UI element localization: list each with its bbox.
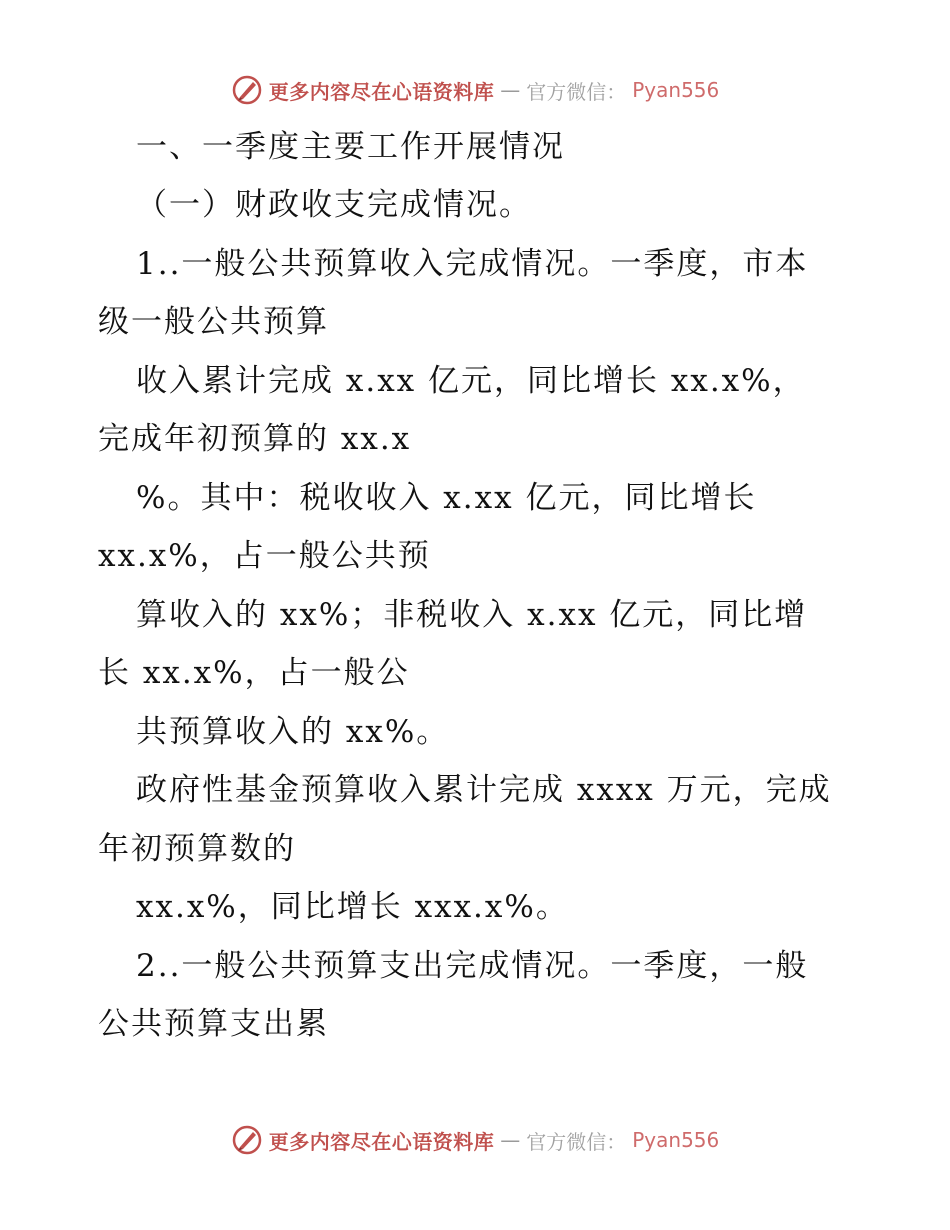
- watermark-main-text: 更多内容尽在心语资料库: [268, 79, 495, 104]
- paragraph-line: %。其中：税收收入 x.xx 亿元，同比增长: [136, 480, 757, 516]
- quill-pen-logo-icon: [231, 74, 263, 106]
- paragraph-line: 长 xx.x%，占一般公: [98, 655, 410, 691]
- paragraph-line: xx.x%，同比增长 xxx.x%。: [136, 889, 569, 925]
- watermark-sub-text: 官方微信：: [526, 79, 627, 104]
- watermark-main-text: 更多内容尽在心语资料库: [268, 1129, 495, 1154]
- watermark-wechat-id: Pyan556: [632, 1128, 720, 1152]
- subsection-heading: （一）财政收支完成情况。: [136, 187, 532, 223]
- section-heading: 一、一季度主要工作开展情况: [136, 129, 565, 165]
- paragraph-line: 公共预算支出累: [98, 1006, 329, 1042]
- paragraph-line: xx.x%，占一般公共预: [98, 538, 431, 574]
- paragraph-line: 级一般公共预算: [98, 304, 329, 340]
- footer-watermark: [0, 1120, 950, 1160]
- watermark-sub-text: 官方微信：: [526, 1129, 627, 1154]
- paragraph-line: 共预算收入的 xx%。: [136, 714, 450, 750]
- paragraph-line: 收入累计完成 x.xx 亿元，同比增长 xx.x%，: [136, 363, 806, 399]
- paragraph-line: 2..一般公共预算支出完成情况。一季度，一般: [136, 948, 809, 984]
- header-watermark: [0, 70, 950, 110]
- paragraph-line: 年初预算数的: [98, 831, 296, 867]
- quill-pen-logo-icon: [231, 1124, 263, 1156]
- paragraph-line: 算收入的 xx%；非税收入 x.xx 亿元，同比增: [136, 597, 808, 633]
- paragraph-line: 1..一般公共预算收入完成情况。一季度，市本: [136, 246, 809, 282]
- watermark-separator: —: [500, 1128, 521, 1152]
- watermark-separator: —: [500, 78, 521, 102]
- watermark-wechat-id: Pyan556: [632, 78, 720, 102]
- paragraph-line: 政府性基金预算收入累计完成 xxxx 万元，完成: [136, 772, 832, 808]
- paragraph-line: 完成年初预算的 xx.x: [98, 421, 412, 457]
